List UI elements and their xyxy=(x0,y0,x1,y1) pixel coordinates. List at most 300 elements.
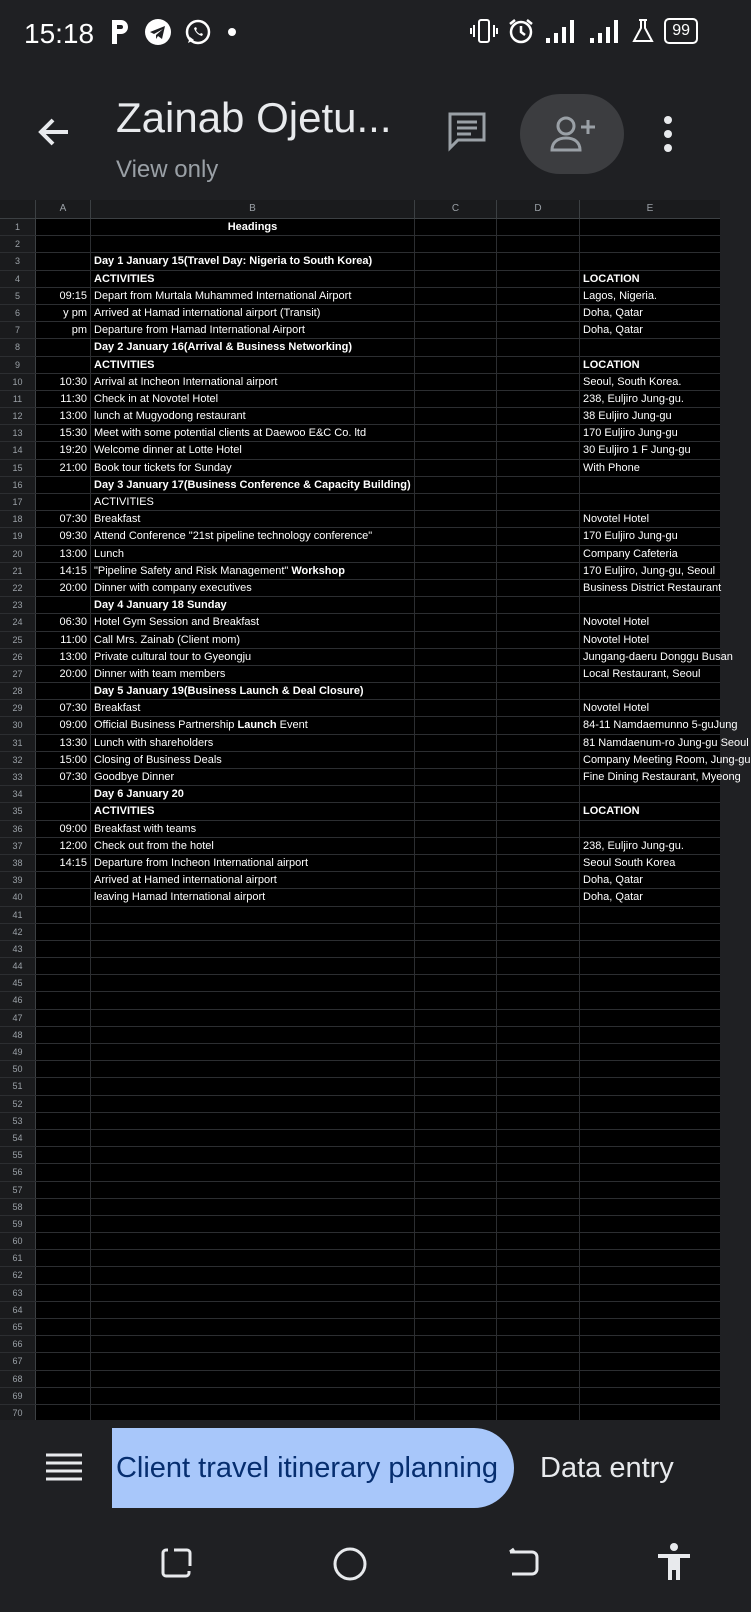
row-number[interactable]: 16 xyxy=(0,477,36,493)
cell-e[interactable]: 238, Euljiro Jung-gu. xyxy=(583,839,684,852)
row-number[interactable]: 43 xyxy=(0,941,36,957)
cell-b[interactable] xyxy=(91,1336,415,1352)
cell-e[interactable] xyxy=(580,907,720,923)
cell-e[interactable] xyxy=(580,958,720,974)
cell-a[interactable] xyxy=(36,1199,91,1215)
cell-d[interactable] xyxy=(497,597,580,613)
cell-d[interactable] xyxy=(497,1371,580,1387)
cell-e[interactable] xyxy=(580,1061,720,1077)
cell-c[interactable] xyxy=(415,1319,497,1335)
cell-e[interactable] xyxy=(580,975,720,991)
cell-a[interactable]: 12:00 xyxy=(36,838,91,854)
cell-c[interactable] xyxy=(415,683,497,699)
cell-a[interactable]: 07:30 xyxy=(36,700,91,716)
cell-d[interactable] xyxy=(497,236,580,252)
column-header-b[interactable]: B xyxy=(91,200,415,218)
cell-d[interactable] xyxy=(497,1353,580,1369)
cell-a[interactable] xyxy=(36,958,91,974)
cell-a[interactable]: 06:30 xyxy=(36,614,91,630)
cell-d[interactable] xyxy=(497,494,580,510)
cell-a[interactable] xyxy=(36,1078,91,1094)
row-number[interactable]: 33 xyxy=(0,769,36,785)
cell-c[interactable] xyxy=(415,614,497,630)
cell-c[interactable] xyxy=(415,1233,497,1249)
cell-d[interactable] xyxy=(497,391,580,407)
cell-c[interactable] xyxy=(415,1216,497,1232)
cell-c[interactable] xyxy=(415,735,497,751)
row-number[interactable]: 57 xyxy=(0,1182,36,1198)
cell-c[interactable] xyxy=(415,408,497,424)
cell-b[interactable] xyxy=(91,1371,415,1387)
cell-c[interactable] xyxy=(415,271,497,287)
cell-a[interactable]: 21:00 xyxy=(36,460,91,476)
row-number[interactable]: 7 xyxy=(0,322,36,338)
cell-c[interactable] xyxy=(415,305,497,321)
cell-e[interactable] xyxy=(580,1267,720,1283)
row-number[interactable]: 6 xyxy=(0,305,36,321)
cell-c[interactable] xyxy=(415,1353,497,1369)
column-header-d[interactable]: D xyxy=(497,200,580,218)
cell-e[interactable] xyxy=(580,1199,720,1215)
cell-b[interactable] xyxy=(91,1044,415,1060)
cell-b[interactable] xyxy=(91,821,415,837)
row-number[interactable]: 37 xyxy=(0,838,36,854)
cell-c[interactable] xyxy=(415,1096,497,1112)
row-number[interactable]: 26 xyxy=(0,649,36,665)
cell-c[interactable] xyxy=(415,769,497,785)
cell-b[interactable] xyxy=(91,1319,415,1335)
row-number[interactable]: 14 xyxy=(0,442,36,458)
row-number[interactable]: 5 xyxy=(0,288,36,304)
cell-a[interactable] xyxy=(36,1147,91,1163)
cell-d[interactable] xyxy=(497,288,580,304)
cell-e[interactable]: Doha, Qatar xyxy=(583,306,643,319)
cell-e[interactable]: Company Cafeteria xyxy=(583,547,678,560)
cell-b[interactable] xyxy=(91,992,415,1008)
sheet-tab-data-entry[interactable]: Data entry xyxy=(540,1452,674,1484)
cell-a[interactable]: 13:00 xyxy=(36,408,91,424)
cell-c[interactable] xyxy=(415,1371,497,1387)
cell-d[interactable] xyxy=(497,425,580,441)
cell-d[interactable] xyxy=(497,872,580,888)
cell-e[interactable] xyxy=(580,821,720,837)
cell-b[interactable] xyxy=(91,838,415,854)
cell-b[interactable] xyxy=(91,546,415,562)
cell-a[interactable] xyxy=(36,357,91,373)
row-number[interactable]: 54 xyxy=(0,1130,36,1146)
cell-a[interactable] xyxy=(36,975,91,991)
cell-c[interactable] xyxy=(415,425,497,441)
cell-e[interactable] xyxy=(580,1405,720,1421)
cell-b[interactable] xyxy=(91,1267,415,1283)
cell-d[interactable] xyxy=(497,941,580,957)
cell-d[interactable] xyxy=(497,1182,580,1198)
row-number[interactable]: 52 xyxy=(0,1096,36,1112)
cell-c[interactable] xyxy=(415,219,497,235)
cell-b[interactable] xyxy=(91,1353,415,1369)
cell-d[interactable] xyxy=(497,614,580,630)
cell-b[interactable] xyxy=(91,597,415,613)
cell-b[interactable] xyxy=(91,907,415,923)
row-number[interactable]: 4 xyxy=(0,271,36,287)
row-number[interactable]: 12 xyxy=(0,408,36,424)
cell-d[interactable] xyxy=(497,855,580,871)
cell-d[interactable] xyxy=(497,511,580,527)
row-number[interactable]: 58 xyxy=(0,1199,36,1215)
cell-d[interactable] xyxy=(497,1027,580,1043)
cell-c[interactable] xyxy=(415,1044,497,1060)
all-sheets-button[interactable] xyxy=(46,1452,82,1489)
cell-c[interactable] xyxy=(415,1113,497,1129)
cell-a[interactable] xyxy=(36,1027,91,1043)
row-number[interactable]: 40 xyxy=(0,889,36,905)
row-number[interactable]: 55 xyxy=(0,1147,36,1163)
cell-a[interactable]: 11:30 xyxy=(36,391,91,407)
cell-b[interactable] xyxy=(91,1010,415,1026)
cell-e[interactable] xyxy=(580,683,720,699)
cell-d[interactable] xyxy=(497,374,580,390)
cell-a[interactable] xyxy=(36,872,91,888)
cell-d[interactable] xyxy=(497,1113,580,1129)
row-number[interactable]: 15 xyxy=(0,460,36,476)
cell-b[interactable] xyxy=(91,1147,415,1163)
cell-a[interactable]: 14:15 xyxy=(36,855,91,871)
cell-d[interactable] xyxy=(497,958,580,974)
recents-button[interactable] xyxy=(160,1546,194,1585)
cell-b[interactable] xyxy=(91,219,415,235)
cell-d[interactable] xyxy=(497,1216,580,1232)
cell-c[interactable] xyxy=(415,1267,497,1283)
cell-b[interactable] xyxy=(91,271,415,287)
cell-b[interactable] xyxy=(91,666,415,682)
cell-b[interactable] xyxy=(91,1233,415,1249)
cell-e[interactable] xyxy=(580,924,720,940)
row-number[interactable]: 19 xyxy=(0,528,36,544)
cell-c[interactable] xyxy=(415,477,497,493)
cell-b[interactable] xyxy=(91,1027,415,1043)
cell-c[interactable] xyxy=(415,580,497,596)
cell-a[interactable] xyxy=(36,683,91,699)
row-number[interactable]: 17 xyxy=(0,494,36,510)
column-header-e[interactable]: E xyxy=(646,203,654,214)
cell-a[interactable] xyxy=(36,236,91,252)
cell-d[interactable] xyxy=(497,1147,580,1163)
cell-d[interactable] xyxy=(497,1285,580,1301)
cell-e[interactable]: Jungang-daeru Donggu Busan xyxy=(583,650,733,663)
cell-e[interactable]: 170 Euljiro Jung-gu xyxy=(583,427,678,440)
cell-b[interactable] xyxy=(91,1113,415,1129)
cell-a[interactable] xyxy=(36,992,91,1008)
cell-a[interactable] xyxy=(36,1336,91,1352)
home-button[interactable] xyxy=(332,1546,368,1587)
row-number[interactable]: 31 xyxy=(0,735,36,751)
cell-a[interactable] xyxy=(36,1319,91,1335)
row-number[interactable]: 38 xyxy=(0,855,36,871)
cell-b[interactable] xyxy=(91,872,415,888)
cell-d[interactable] xyxy=(497,546,580,562)
cell-e[interactable]: LOCATION xyxy=(583,805,640,818)
cell-c[interactable] xyxy=(415,1164,497,1180)
cell-d[interactable] xyxy=(497,786,580,802)
cell-d[interactable] xyxy=(497,408,580,424)
cell-e[interactable]: Business District Restaurant xyxy=(583,581,722,594)
column-header-a[interactable]: A xyxy=(36,200,91,218)
cell-a[interactable] xyxy=(36,1164,91,1180)
column-header-c[interactable]: C xyxy=(415,200,497,218)
cell-a[interactable]: 15:00 xyxy=(36,752,91,768)
cell-e[interactable]: 84-11 Namdaemunno 5-guJung xyxy=(583,719,738,732)
cell-e[interactable] xyxy=(580,597,720,613)
cell-e[interactable] xyxy=(580,1250,720,1266)
cell-c[interactable] xyxy=(415,1061,497,1077)
cell-b[interactable] xyxy=(91,855,415,871)
cell-a[interactable] xyxy=(36,1044,91,1060)
cell-b[interactable] xyxy=(91,632,415,648)
cell-c[interactable] xyxy=(415,786,497,802)
back-nav-button[interactable] xyxy=(506,1546,540,1585)
cell-d[interactable] xyxy=(497,666,580,682)
cell-e[interactable]: 38 Euljiro Jung-gu xyxy=(583,410,672,423)
cell-a[interactable]: 09:15 xyxy=(36,288,91,304)
cell-b[interactable] xyxy=(91,1388,415,1404)
cell-e[interactable] xyxy=(580,1044,720,1060)
cell-d[interactable] xyxy=(497,271,580,287)
cell-e[interactable]: Local Restaurant, Seoul xyxy=(583,667,701,680)
cell-e[interactable] xyxy=(580,1233,720,1249)
cell-c[interactable] xyxy=(415,803,497,819)
comments-button[interactable] xyxy=(446,110,488,157)
cell-a[interactable] xyxy=(36,253,91,269)
cell-c[interactable] xyxy=(415,855,497,871)
spreadsheet-grid[interactable] xyxy=(0,200,751,1420)
cell-a[interactable]: 13:00 xyxy=(36,546,91,562)
row-number[interactable]: 27 xyxy=(0,666,36,682)
cell-d[interactable] xyxy=(497,1044,580,1060)
cell-d[interactable] xyxy=(497,769,580,785)
row-number[interactable]: 20 xyxy=(0,546,36,562)
cell-d[interactable] xyxy=(497,889,580,905)
cell-e[interactable] xyxy=(580,1371,720,1387)
cell-d[interactable] xyxy=(497,322,580,338)
share-button[interactable] xyxy=(520,94,624,174)
cell-d[interactable] xyxy=(497,717,580,733)
accessibility-button[interactable] xyxy=(656,1542,692,1587)
cell-d[interactable] xyxy=(497,253,580,269)
cell-d[interactable] xyxy=(497,580,580,596)
cell-c[interactable] xyxy=(415,632,497,648)
cell-a[interactable] xyxy=(36,941,91,957)
cell-e[interactable]: 81 Namdaenum-ro Jung-gu Seoul xyxy=(583,736,749,749)
cell-a[interactable] xyxy=(36,1285,91,1301)
cell-d[interactable] xyxy=(497,1336,580,1352)
cell-d[interactable] xyxy=(497,735,580,751)
cell-b[interactable] xyxy=(91,357,415,373)
cell-a[interactable] xyxy=(36,1061,91,1077)
cell-b[interactable] xyxy=(91,1302,415,1318)
row-number[interactable]: 24 xyxy=(0,614,36,630)
cell-b[interactable] xyxy=(91,1216,415,1232)
cell-a[interactable]: 20:00 xyxy=(36,580,91,596)
row-number[interactable]: 64 xyxy=(0,1302,36,1318)
cell-e[interactable]: Doha, Qatar xyxy=(583,874,643,887)
cell-a[interactable]: 13:30 xyxy=(36,735,91,751)
cell-b[interactable] xyxy=(91,442,415,458)
cell-c[interactable] xyxy=(415,907,497,923)
row-number[interactable]: 23 xyxy=(0,597,36,613)
cell-b[interactable] xyxy=(91,975,415,991)
cell-c[interactable] xyxy=(415,1302,497,1318)
cell-b[interactable] xyxy=(91,374,415,390)
row-number[interactable]: 13 xyxy=(0,425,36,441)
cell-a[interactable] xyxy=(36,271,91,287)
cell-a[interactable]: pm xyxy=(36,322,91,338)
cell-d[interactable] xyxy=(497,1199,580,1215)
cell-d[interactable] xyxy=(497,219,580,235)
cell-a[interactable] xyxy=(36,1010,91,1026)
cell-e[interactable]: Lagos, Nigeria. xyxy=(583,289,657,302)
cell-a[interactable] xyxy=(36,1216,91,1232)
cell-e[interactable] xyxy=(580,1388,720,1404)
cell-b[interactable] xyxy=(91,803,415,819)
row-number[interactable]: 53 xyxy=(0,1113,36,1129)
cell-a[interactable]: 10:30 xyxy=(36,374,91,390)
cell-d[interactable] xyxy=(497,975,580,991)
cell-e[interactable] xyxy=(580,1164,720,1180)
cell-c[interactable] xyxy=(415,1078,497,1094)
cell-c[interactable] xyxy=(415,391,497,407)
cell-d[interactable] xyxy=(497,683,580,699)
cell-e[interactable]: 238, Euljiro Jung-gu. xyxy=(583,392,684,405)
cell-a[interactable] xyxy=(36,1267,91,1283)
cell-b[interactable] xyxy=(91,1182,415,1198)
cell-b[interactable] xyxy=(91,1078,415,1094)
cell-b[interactable] xyxy=(91,563,415,579)
cell-c[interactable] xyxy=(415,494,497,510)
cell-c[interactable] xyxy=(415,821,497,837)
cell-a[interactable] xyxy=(36,1182,91,1198)
row-number[interactable]: 1 xyxy=(0,219,36,235)
cell-c[interactable] xyxy=(415,1405,497,1421)
cell-b[interactable] xyxy=(91,460,415,476)
cell-c[interactable] xyxy=(415,872,497,888)
cell-b[interactable] xyxy=(91,494,415,510)
cell-a[interactable]: 07:30 xyxy=(36,769,91,785)
cell-e[interactable] xyxy=(580,1147,720,1163)
row-number[interactable]: 59 xyxy=(0,1216,36,1232)
cell-d[interactable] xyxy=(497,803,580,819)
cell-a[interactable]: 11:00 xyxy=(36,632,91,648)
cell-e[interactable] xyxy=(580,1113,720,1129)
cell-e[interactable] xyxy=(580,477,720,493)
cell-b[interactable] xyxy=(91,236,415,252)
cell-e[interactable]: 170 Euljiro Jung-gu xyxy=(583,530,678,543)
cell-e[interactable] xyxy=(580,1010,720,1026)
cell-b[interactable] xyxy=(91,700,415,716)
cell-b[interactable] xyxy=(91,1250,415,1266)
cell-e[interactable] xyxy=(580,1096,720,1112)
cell-e[interactable]: Novotel Hotel xyxy=(583,616,650,629)
cell-d[interactable] xyxy=(497,700,580,716)
cell-c[interactable] xyxy=(415,889,497,905)
cell-b[interactable] xyxy=(91,786,415,802)
back-button[interactable] xyxy=(34,112,74,157)
row-number[interactable]: 22 xyxy=(0,580,36,596)
cell-e[interactable] xyxy=(580,1302,720,1318)
cell-a[interactable]: 19:20 xyxy=(36,442,91,458)
cell-b[interactable] xyxy=(91,649,415,665)
row-number[interactable]: 56 xyxy=(0,1164,36,1180)
cell-a[interactable] xyxy=(36,219,91,235)
cell-b[interactable] xyxy=(91,924,415,940)
row-number[interactable]: 70 xyxy=(0,1405,36,1421)
cell-d[interactable] xyxy=(497,821,580,837)
cell-b[interactable] xyxy=(91,752,415,768)
row-number[interactable]: 69 xyxy=(0,1388,36,1404)
cell-a[interactable] xyxy=(36,597,91,613)
row-number[interactable]: 62 xyxy=(0,1267,36,1283)
row-number[interactable]: 39 xyxy=(0,872,36,888)
cell-b[interactable] xyxy=(91,1096,415,1112)
cell-e[interactable] xyxy=(580,1285,720,1301)
cell-c[interactable] xyxy=(415,1027,497,1043)
cell-e[interactable]: 170 Euljiro, Jung-gu, Seoul xyxy=(583,564,716,577)
cell-a[interactable]: 13:00 xyxy=(36,649,91,665)
cell-c[interactable] xyxy=(415,322,497,338)
row-number[interactable]: 46 xyxy=(0,992,36,1008)
cell-d[interactable] xyxy=(497,357,580,373)
row-number[interactable]: 42 xyxy=(0,924,36,940)
row-number[interactable]: 11 xyxy=(0,391,36,407)
cell-e[interactable] xyxy=(580,1027,720,1043)
cell-c[interactable] xyxy=(415,838,497,854)
cell-d[interactable] xyxy=(497,1233,580,1249)
row-number[interactable]: 10 xyxy=(0,374,36,390)
cell-c[interactable] xyxy=(415,975,497,991)
row-number[interactable]: 68 xyxy=(0,1371,36,1387)
cell-e[interactable] xyxy=(580,1319,720,1335)
row-number[interactable]: 47 xyxy=(0,1010,36,1026)
row-number[interactable]: 36 xyxy=(0,821,36,837)
row-number[interactable]: 49 xyxy=(0,1044,36,1060)
cell-c[interactable] xyxy=(415,1182,497,1198)
cell-a[interactable]: 20:00 xyxy=(36,666,91,682)
cell-c[interactable] xyxy=(415,924,497,940)
cell-d[interactable] xyxy=(497,752,580,768)
cell-e[interactable]: Novotel Hotel xyxy=(583,513,650,526)
cell-e[interactable]: LOCATION xyxy=(583,272,640,285)
cell-b[interactable] xyxy=(91,322,415,338)
row-number[interactable]: 60 xyxy=(0,1233,36,1249)
cell-a[interactable] xyxy=(36,1302,91,1318)
cell-a[interactable]: 14:15 xyxy=(36,563,91,579)
cell-b[interactable] xyxy=(91,1130,415,1146)
cell-b[interactable] xyxy=(91,941,415,957)
row-number[interactable]: 35 xyxy=(0,803,36,819)
cell-a[interactable] xyxy=(36,1233,91,1249)
cell-d[interactable] xyxy=(497,1096,580,1112)
cell-a[interactable]: 09:30 xyxy=(36,528,91,544)
cell-d[interactable] xyxy=(497,1010,580,1026)
row-number[interactable]: 30 xyxy=(0,717,36,733)
cell-b[interactable] xyxy=(91,1061,415,1077)
cell-b[interactable] xyxy=(91,580,415,596)
cell-a[interactable] xyxy=(36,803,91,819)
cell-e[interactable]: Seoul, South Korea. xyxy=(583,375,682,388)
corner-cell[interactable] xyxy=(0,200,36,218)
row-number[interactable]: 9 xyxy=(0,357,36,373)
cell-c[interactable] xyxy=(415,511,497,527)
cell-d[interactable] xyxy=(497,1388,580,1404)
